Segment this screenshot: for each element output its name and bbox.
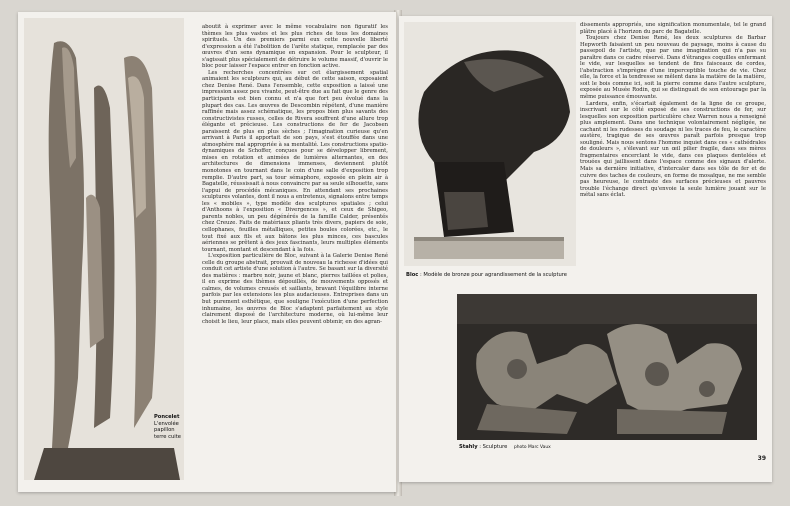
paragraph: L'exposition particulière de Bloc, suivant à la Galerie Denise René celle du groupe abstrait, prouvait de nouveau la richesse d'idées qui conduit cet artiste d'une solution à l'autre. Se basant sur la diversité des matières : marbre noir, jaune et blanc, pierres taillées et polies, il en exprime des thèmes dépouillés, de mouvements opposés et calmes, de volumes creusés et saillants, bravant l'équilibre interne parfois par les extensions les plus audacieuses. Entreprises dans un but purement esthétique, que souligne l'exécution d'une perfection inhumaine, les œuvres de Bloc s'adaptent parfaitement au style clairement disposé de l'architecture moderne, où lui-même leur choisit le lieu, leur place, mais elles peuvent obtenir, en des agran-	[202, 253, 388, 325]
sculpture-photo-stahly	[457, 294, 757, 440]
sculpture-photo-bloc	[404, 22, 576, 266]
caption-line: L'envolée papillon	[154, 420, 179, 433]
sculpture-photo-poncelet	[24, 18, 184, 480]
caption-artist: Bloc	[406, 272, 419, 278]
left-page	[18, 12, 397, 492]
paragraph: Lardera, enfin, s'écartait également de la ligne de ce groupe, inscrivant sur le côté exposé de ses constructions de fer, sur lesquelles son exposition particulière chez Warren nous a renseigné plus amplement. Dans une technique volontairement négligée, ne cachant ni les rudesses du soudage ni les traces de feu, le caractère austère, tragique de ses œuvres paraît parfois presque trop souligné. Mais nous sentons l'homme inquiet dans ces « cathédrales de douleurs », s'élevant sur un œil pilier fragile, dans ses mères fragmentaires encerclant le vide, dans ces plaques dentelées et trouées qui jaillissent dans l'espace comme des signaux d'alerte. Mais sa dernière initiative, d'intercaler dans ses tôle de fer et de cuivre des taches de couleurs, en forme de mosaïque, ne me semble pas heureuse, le contraste des surfaces précieuses et pauvres trouble l'échange direct qu'envoie la seule lumière jouant sur le métal sans éclat.	[580, 100, 766, 199]
poncelet-sculpture-illustration	[24, 18, 184, 480]
caption-artist: Poncelet	[154, 414, 180, 420]
paragraph: Toujours chez Denise René, les deux sculptures de Barbar Hepworth faisaient un peu nouveau de paysage, moins à cause du passepoil de l'artiste, que par une imagination qui n'a pas su paraître dans ce cadre réservé. Dans d'étranges coquilles enfermant le vide, sur lesquelles se tendent de fins faisceaux de cordes, l'abstraction s'imprègne d'une imperceptible touche de vie. Chez elle, la force et la tendresse se mêlent dans la matière de la matière, soit le bois comme ici, soit la pierre comme dans l'autre sculpture, exposée au Musée Rodin, qui se distinguait de son entourage par la même puissance émouvante.	[580, 35, 766, 101]
caption-text: Modèle de bronze pour agrandissement de la sculpture	[423, 272, 567, 278]
caption-title: Sculpture	[482, 444, 508, 450]
paragraph: Les recherches concentrées sur cet élargissement spatial animaient les sculpteurs qui, au début de cette saison, exposaient chez Denise René. Dans l'ensemble, cette exposition a laissé une impression assez peu vivante, peut-être due au fait que le genre des participants est bien connu et n'a que fort peu évolué dans la plupart des cas. Les œuvres de Descombin répétent, d'une manière raffinée mais assez schématique, les propos bien plus savants des constructivistes russes, celles de Rivera souffrent d'une allure trop élégante et précieuse. Les constructions de fer de Jacobsen paraissent de plus en plus sèches ; l'imagination curieuse qu'en arrivant à Paris il apportait de son pays, s'est étouffée dans une atmosphère mal appropriée à sa mentalité. Les constructions spatio-dynamiques de Schoffer, conçues pour se développer librement, mises en rotation et animées de lumières alternantes, en des architectures de dimensions immenses, deviennent plutôt monotones en tournant dans le coin d'une salle d'exposition trop remplie. D'autre part, sa tour sémaphore, exposée en plein air à Bagatelle, réussissait à nous convaincre par sa seule silhouette, sans l'appui de procédés mécaniques. En attendant ses prochaines sculptures volantes, dont il nous a entretenus, signalons entre temps les « mobiles », type modèle des sculptures spatiales ; celui d'Anthoons à l'exposition « Divergences », et ceux de Shigeo, parents nobles, un peu dégénérés de la famille Calder, présentés chez Creuze. Faits de matériaux pliants très divers, papiers de soie, cellophanes, feuilles métalliques, petites boules colorées, etc., le tout fixé aux fils et aux bâtons les plus minces, ces bascules aériennes se prêtent à des jeux fascinants, leurs multiples éléments tournant, montant et descendant à la fois.	[202, 69, 388, 253]
paragraph: dissements appropriés, une signification monumentale, tel le grand plâtre placé à l'horizon du parc de Bagatelle.	[580, 22, 766, 35]
photo-caption-bottom: Stahly : Sculpture photo Marc Vaux	[459, 444, 551, 450]
photo-caption-left	[154, 414, 192, 440]
photo-caption-top: Bloc : Modèle de bronze pour agrandissement de la sculpture	[406, 272, 567, 278]
caption-line: terre cuite	[154, 433, 181, 440]
stahly-sculpture-illustration	[457, 294, 757, 440]
caption-artist: Stahly	[459, 444, 478, 450]
right-page	[399, 16, 772, 482]
caption-credit: photo Marc Vaux	[513, 445, 551, 450]
page-number: 39	[757, 455, 766, 462]
article-column-right	[580, 22, 766, 199]
paragraph: aboutit à exprimer avec le même vocabulaire non figuratif les thèmes les plus vastes et les plus riches de tous les domaines spirituels. Un des premiers parmi eux cette nouvelle liberté d'expression a été l'abolition de l'arête statique, remplacée par des œuvres d'un sens dynamique en expansion. Pour le sculpteur, il s'agissait plus spécialement de détruire le volume massif, d'ouvrir le bloc pour laisser l'espace entrer en fonction active.	[202, 24, 388, 70]
bloc-sculpture-illustration	[404, 22, 576, 266]
article-column-left	[202, 24, 388, 325]
